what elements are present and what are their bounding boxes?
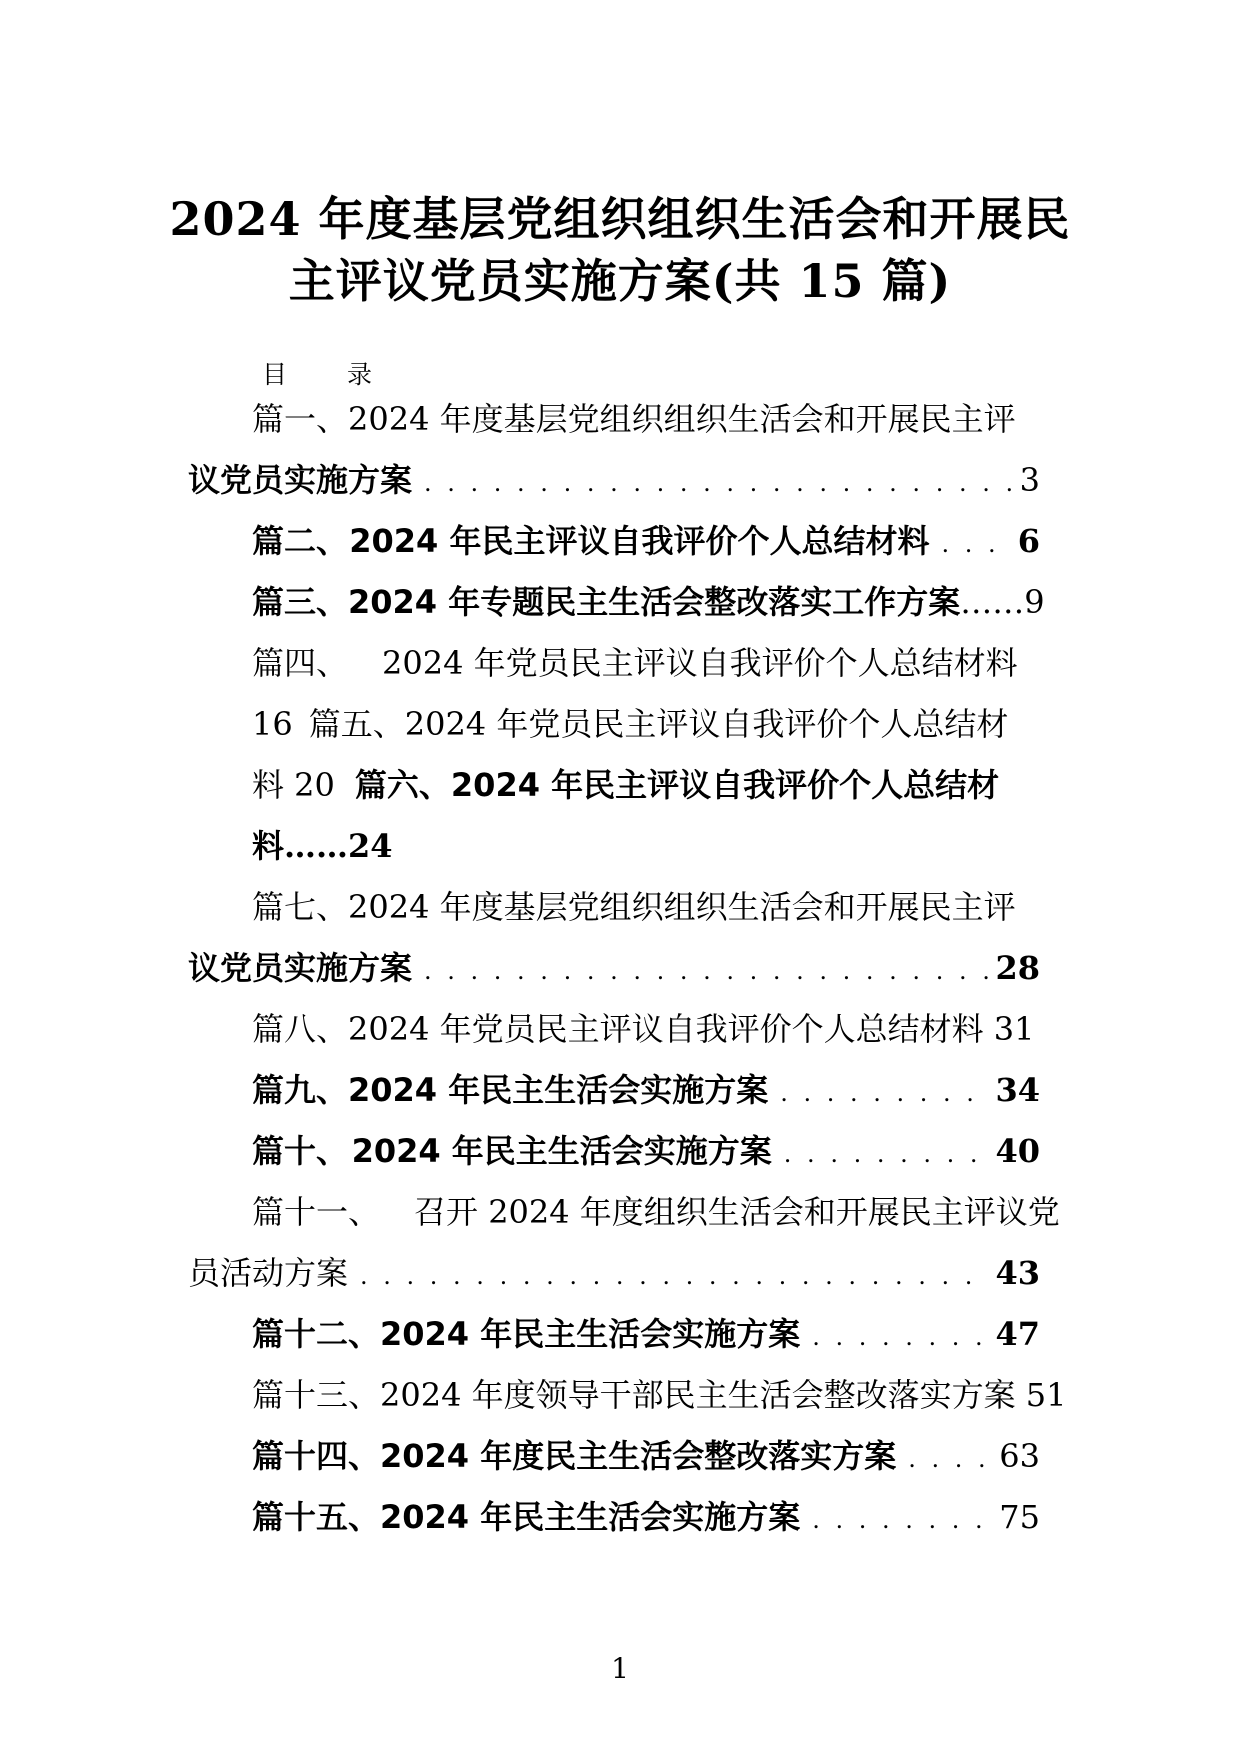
toc-heading-char-2: 录 <box>347 360 373 389</box>
toc-leader-dots <box>784 1134 990 1174</box>
toc-entry-1-line-1[interactable] <box>252 399 1016 439</box>
toc-leader-dots <box>424 951 989 991</box>
document-title-line-1: 2024 年度基层党组织组织生活会和开展民 <box>169 192 1071 246</box>
toc-entry-text: 议党员实施方案 <box>188 461 413 499</box>
toc-page-number: 43 <box>995 1254 1040 1292</box>
toc-entry-5[interactable] <box>252 704 1008 744</box>
toc-leader-dots <box>360 1256 989 1296</box>
toc-entry-text: 篇十三、2024 年度领导干部民主生活会整改落实方案 51 <box>252 1376 1067 1414</box>
toc-entry-text: 议党员实施方案 <box>188 949 413 987</box>
toc-entry-text: 篇十四、2024 年度民主生活会整改落实方案 <box>252 1437 897 1475</box>
toc-page-number: 47 <box>995 1315 1040 1353</box>
toc-entry-prefix: 篇十一、 <box>252 1193 381 1231</box>
toc-entry-9[interactable] <box>252 1009 1035 1049</box>
toc-entry-text: 召开 2024 年度组织生活会和开展民主评议党 <box>414 1193 1060 1231</box>
toc-entry-text: 2024 年民主生活会实施方案 <box>351 1132 772 1170</box>
footer-page-number: 1 <box>611 1652 629 1685</box>
toc-entry-11[interactable] <box>252 1131 1040 1171</box>
toc-entry-4[interactable] <box>252 643 1018 683</box>
toc-entry-13[interactable] <box>252 1314 1040 1354</box>
toc-entry-12-line-1[interactable] <box>252 1192 1060 1232</box>
toc-page-number: 16 <box>252 705 293 743</box>
toc-page-number: 40 <box>995 1132 1040 1170</box>
toc-entry-14[interactable] <box>252 1375 1067 1415</box>
toc-entry-7[interactable] <box>252 826 393 866</box>
document-title-line-2: 主评议党员实施方案(共 15 篇) <box>288 254 952 308</box>
toc-page-number: 3 <box>1019 461 1040 499</box>
toc-entry-text: 料……24 <box>252 827 393 865</box>
toc-entry-prefix: 篇四、 <box>252 644 349 682</box>
toc-entry-15[interactable] <box>252 1436 1040 1476</box>
toc-entry-text: 篇十二、2024 年民主生活会实施方案 <box>252 1315 801 1353</box>
toc-entry-12-line-2[interactable] <box>188 1253 1040 1293</box>
toc-entry-text: 篇七、2024 年度基层党组织组织生活会和开展民主评 <box>252 888 1016 926</box>
toc-entry-1-line-2[interactable] <box>188 460 1040 500</box>
toc-page-number: 9 <box>1024 583 1045 621</box>
toc-entry-text: 员活动方案 <box>188 1254 349 1292</box>
toc-entry-text: 篇六、2024 年民主评议自我评价个人总结材 <box>354 766 1000 804</box>
toc-entry-3[interactable] <box>252 582 1045 622</box>
toc-leader-dots: …… <box>960 583 1025 621</box>
toc-leader-dots <box>424 463 1014 503</box>
toc-entry-text: 篇五、2024 年党员民主评议自我评价个人总结材 <box>308 705 1009 743</box>
toc-page-number: 63 <box>999 1437 1040 1475</box>
toc-leader-dots <box>812 1317 989 1357</box>
toc-entry-text: 篇九、2024 年民主生活会实施方案 <box>252 1071 769 1109</box>
toc-heading-char-1: 目 <box>262 360 288 389</box>
toc-entry-text: 篇一、2024 年度基层党组织组织生活会和开展民主评 <box>252 400 1016 438</box>
toc-entry-text: 2024 年党员民主评议自我评价个人总结材料 <box>382 644 1018 682</box>
toc-page-number: 75 <box>999 1498 1040 1536</box>
toc-entry-16[interactable] <box>252 1497 1040 1537</box>
toc-leader-dots <box>780 1073 989 1113</box>
toc-entry-10[interactable] <box>252 1070 1040 1110</box>
toc-entry-prefix: 篇二、 <box>252 522 349 560</box>
toc-leader-dots <box>941 524 1011 564</box>
toc-entry-text: 2024 年民主评议自我评价个人总结材料 <box>349 522 930 560</box>
toc-leader-dots <box>812 1500 993 1540</box>
toc-entry-2[interactable] <box>252 521 1040 561</box>
toc-entry-prefix: 篇十、 <box>252 1132 349 1170</box>
toc-heading <box>262 355 372 391</box>
toc-entry-text: 篇三、2024 年专题民主生活会整改落实工作方案 <box>252 583 961 621</box>
toc-entry-text: 篇十五、2024 年民主生活会实施方案 <box>252 1498 801 1536</box>
toc-entry-text: 料 20 <box>252 766 335 804</box>
toc-page-number: 34 <box>995 1071 1040 1109</box>
toc-entry-text: 篇八、2024 年党员民主评议自我评价个人总结材料 31 <box>252 1010 1035 1048</box>
toc-entry-6[interactable] <box>252 765 999 805</box>
toc-leader-dots <box>908 1439 993 1479</box>
toc-page-number: 6 <box>1017 522 1040 560</box>
toc-entry-8-line-1[interactable] <box>252 887 1016 927</box>
toc-entry-8-line-2[interactable] <box>188 948 1040 988</box>
toc-page-number: 28 <box>995 949 1040 987</box>
